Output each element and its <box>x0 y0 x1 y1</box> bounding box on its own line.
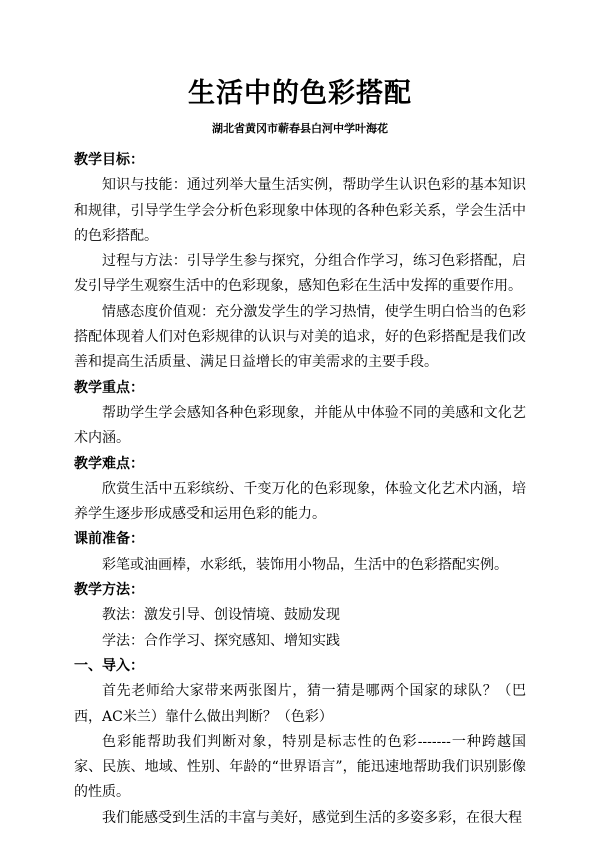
preparation-heading: 课前准备： <box>74 531 144 548</box>
author-line: 湖北省黄冈市蕲春县白河中学叶海花 <box>212 122 388 135</box>
objective-attitude: 情感态度价值观：充分激发学生的学习热情，使学生明白恰当的色彩搭配体现着人们对色彩规律的认识与对美的追求，好的色彩搭配是我们改善和提高生活质量、满足日益增长的审美需求的主要手段。 <box>74 303 526 371</box>
learning-method: 学法：合作学习、探究感知、增知实践 <box>102 632 340 649</box>
preparation-text: 彩笔或油画棒，水彩纸，装饰用小物品，生活中的色彩搭配实例。 <box>102 556 508 573</box>
document-body <box>74 148 526 831</box>
objective-knowledge: 知识与技能：通过列举大量生活实例，帮助学生认识色彩的基本知识和规律，引导学生学会分析色彩现象中体现的各种色彩关系，学会生活中的色彩搭配。 <box>74 177 526 244</box>
objective-process: 过程与方法：引导学生参与探究，分组合作学习，练习色彩搭配，启发引导学生观察生活中的色彩现象，感知色彩在生活中发挥的重要作用。 <box>74 253 526 295</box>
difficulties-text: 欣赏生活中五彩缤纷、千变万化的色彩现象，体验文化艺术内涵，培养学生逐步形成感受和运用色彩的能力。 <box>74 480 526 523</box>
key-points-text: 帮助学生学会感知各种色彩现象，并能从中体验不同的美感和文化艺术内涵。 <box>74 404 526 447</box>
teaching-method: 教法：激发引导、创设情境、鼓励发现 <box>102 607 340 624</box>
intro-paragraph-2: 色彩能帮助我们判断对象，特别是标志性的色彩-------一种跨越国家、民族、地域、性别、年龄的“世界语言”，能迅速地帮助我们识别影像的性质。 <box>74 733 526 801</box>
intro-heading: 一、导入： <box>74 657 144 674</box>
difficulties-heading: 教学难点： <box>74 455 144 472</box>
intro-paragraph-3: 我们能感受到生活的丰富与美好，感觉到生活的多姿多彩，在很大程 <box>102 809 522 826</box>
intro-paragraph-1: 首先老师给大家带来两张图片，猜一猜是哪两个国家的球队？（巴西，AC米兰）靠什么做出判断？（色彩） <box>74 683 526 725</box>
key-points-heading: 教学重点： <box>74 379 144 396</box>
methods-heading: 教学方法： <box>74 582 144 599</box>
document-title: 生活中的色彩搭配 <box>188 78 412 109</box>
objectives-heading: 教学目标： <box>74 152 144 168</box>
